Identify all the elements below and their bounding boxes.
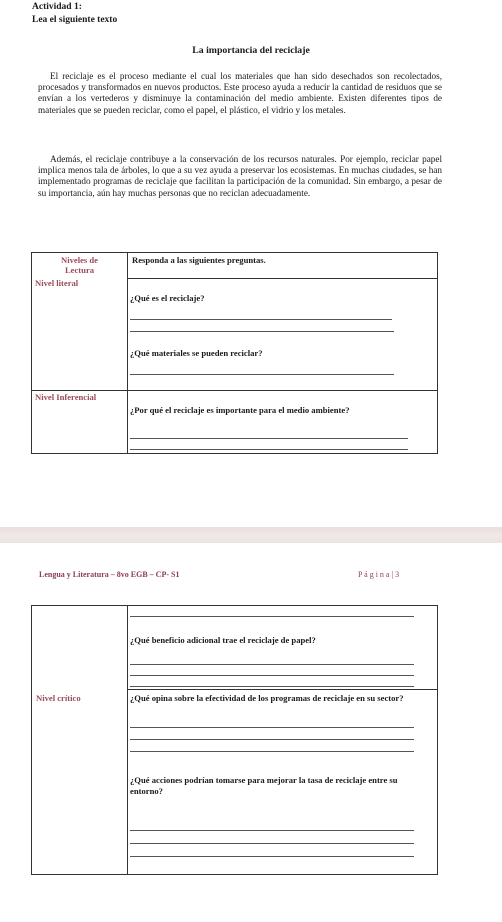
- answer-line: [130, 830, 414, 831]
- level-cell-literal: [32, 279, 128, 391]
- header-levels: Niveles de Lectura: [61, 255, 98, 275]
- answer-line: [130, 331, 394, 332]
- table-header-row: [32, 253, 438, 279]
- table-row-literal: [32, 279, 438, 391]
- activity-label: Actividad 1:: [32, 2, 82, 12]
- page-separator: [0, 527, 502, 543]
- text-title: La importancia del reciclaje: [192, 45, 310, 56]
- page-2: [0, 543, 502, 922]
- header-questions: Responda a las siguientes preguntas.: [132, 255, 266, 265]
- level-cell-inferencial: [32, 391, 128, 454]
- paragraph-2: Además, el reciclaje contribuye a la conservación de los recursos naturales. Por ejemplo, reciclar papel implica menos tala de árboles, lo que a su vez ayuda a preservar los ecosistemas. En muchas ciudades, se han implementado programas de reciclaje que facilitan la participación de la comunidad. Sin embargo, a pesar de su importancia, aún hay muchas personas que no reciclan adecuadamente.: [38, 154, 442, 198]
- answer-line: [130, 449, 408, 450]
- footer-page-number: P á g i n a | 3: [358, 570, 400, 579]
- question-recyclable-materials: ¿Qué materiales se pueden reciclar?: [130, 348, 263, 358]
- answer-line: [130, 616, 414, 617]
- answer-line: [130, 739, 414, 740]
- answer-line: [130, 438, 408, 439]
- question-paper-benefit: ¿Qué beneficio adicional trae el reciclaje de papel?: [130, 635, 316, 645]
- questions-cell-benefit: [128, 606, 438, 690]
- activity-instruction: Lea el siguiente texto: [32, 15, 118, 25]
- question-why-important: ¿Por qué el reciclaje es importante para el medio ambiente?: [130, 405, 350, 415]
- questions-cell-inferencial: [128, 391, 438, 454]
- table-row-critico: [32, 690, 438, 875]
- answer-line: [130, 686, 414, 687]
- level-inferencial: Nivel Inferencial: [35, 392, 97, 402]
- answer-line: [130, 843, 414, 844]
- answer-line: [130, 856, 414, 857]
- footer-course: Lengua y Literatura – 8vo EGB – CP- S1: [39, 570, 180, 579]
- header-questions-cell: [128, 253, 438, 279]
- answer-line: [130, 664, 414, 665]
- table-row-inferencial: [32, 391, 438, 454]
- answer-line: [130, 751, 414, 752]
- level-cell-critico: [32, 690, 128, 875]
- answer-line: [130, 319, 392, 320]
- question-improve-rate: ¿Qué acciones podrían tomarse para mejorar la tasa de reciclaje entre su entorno?: [130, 775, 398, 796]
- paragraph-1: El reciclaje es el proceso mediante el cual los materiales que han sido desechados son recolectados, procesados y transformados en nuevos productos. Este proceso ayuda a reducir la cantidad de residuos que se envían a los vertederos y disminuye la contaminación del medio ambiente. Existen diferentes tipos de materiales que se pueden reciclar, como el papel, el plástico, el vidrio y los metales.: [38, 71, 442, 115]
- header-levels-cell: [32, 253, 128, 279]
- answer-line: [130, 675, 414, 676]
- level-critico: Nivel crítico: [36, 692, 81, 703]
- critical-level-table: [31, 605, 438, 875]
- questions-cell-literal: [128, 279, 438, 391]
- table-row-benefit: [32, 606, 438, 690]
- question-what-is-recycling: ¿Qué es el reciclaje?: [130, 293, 205, 303]
- reading-levels-table: [31, 252, 438, 454]
- level-literal: Nivel literal: [35, 277, 79, 288]
- answer-line: [130, 727, 414, 728]
- level-cell-empty: [32, 606, 128, 690]
- answer-line: [130, 374, 394, 375]
- questions-cell-critico: [128, 690, 438, 875]
- question-program-effectiveness: ¿Qué opina sobre la efectividad de los programas de reciclaje en su sector?: [130, 693, 404, 703]
